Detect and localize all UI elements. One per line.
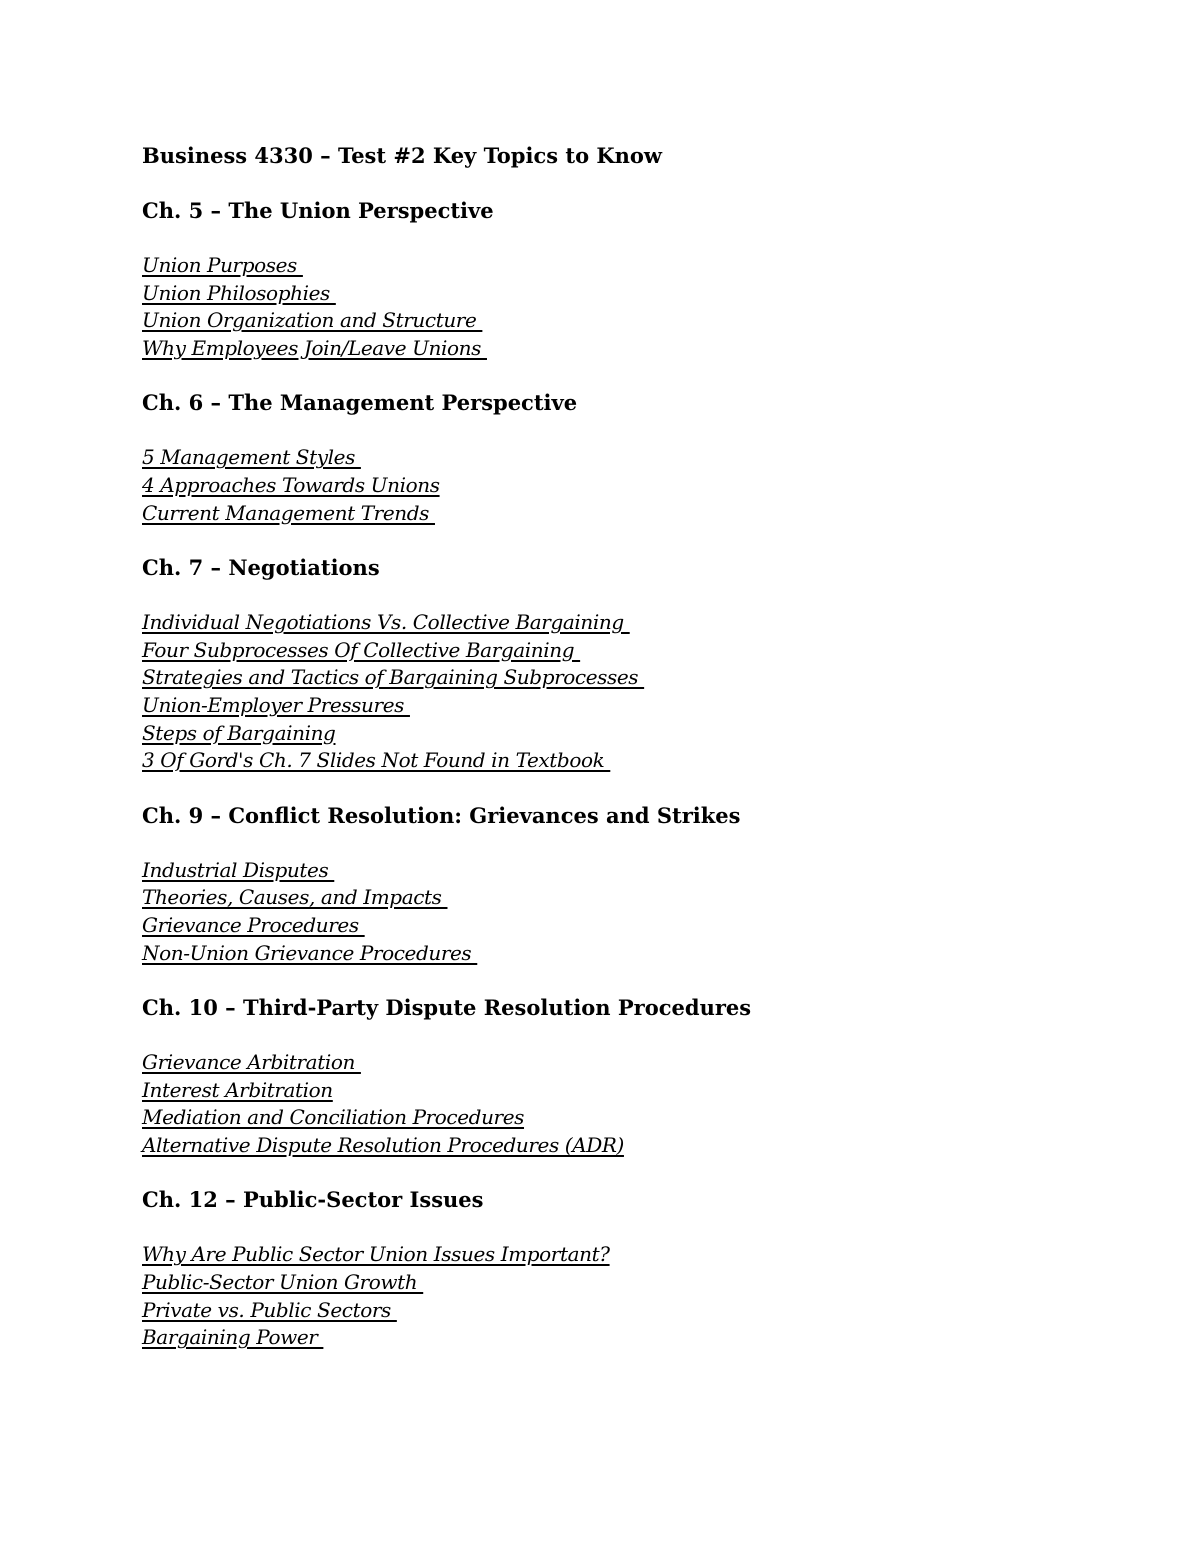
document-page: [142, 142, 1122, 1379]
topic-link[interactable]: Union Organization and Structure: [142, 308, 483, 333]
chapter-heading: Ch. 10 – Third-Party Dispute Resolution Procedures: [142, 995, 752, 1021]
topic-link[interactable]: Four Subprocesses Of Collective Bargaining: [142, 637, 581, 662]
topic-link[interactable]: Why Are Public Sector Union Issues Important?: [142, 1242, 610, 1267]
document-title: Business 4330 – Test #2 Key Topics to Know: [142, 143, 662, 168]
topic-link[interactable]: Individual Negotiations Vs. Collective Bargaining: [142, 610, 630, 635]
chapter-heading: Ch. 7 – Negotiations: [142, 555, 380, 581]
chapter-heading: Ch. 12 – Public-Sector Issues: [142, 1187, 484, 1213]
topic-list: [142, 1241, 1122, 1351]
sections-container: [142, 197, 1122, 1352]
topic-list: [142, 857, 1122, 967]
chapter-section: [142, 389, 1122, 527]
chapter-heading: Ch. 5 – The Union Perspective: [142, 198, 494, 223]
topic-link[interactable]: Non-Union Grievance Procedures: [142, 940, 478, 965]
topic-link[interactable]: Why Employees Join/Leave Unions: [142, 335, 487, 360]
topic-link[interactable]: Bargaining Power: [142, 1325, 324, 1350]
chapter-heading: Ch. 9 – Conflict Resolution: Grievances and Strikes: [142, 802, 741, 828]
topic-link[interactable]: Grievance Arbitration: [142, 1050, 361, 1075]
chapter-section: [142, 197, 1122, 362]
topic-link[interactable]: Steps of Bargaining: [142, 720, 336, 745]
topic-list: [142, 609, 1122, 775]
topic-link[interactable]: 3 Of Gord's Ch. 7 Slides Not Found in Textbook: [142, 748, 611, 773]
topic-link[interactable]: Grievance Procedures: [142, 912, 365, 937]
chapter-section: [142, 1186, 1122, 1351]
topic-list: [142, 1049, 1122, 1159]
topic-link[interactable]: Union Philosophies: [142, 280, 336, 305]
topic-link[interactable]: Union Purposes: [142, 253, 303, 277]
chapter-heading: Ch. 6 – The Management Perspective: [142, 390, 578, 416]
chapter-section: [142, 802, 1122, 967]
topic-link[interactable]: 5 Management Styles: [142, 445, 361, 470]
topic-link[interactable]: Private vs. Public Sectors: [142, 1297, 397, 1322]
chapter-section: [142, 994, 1122, 1159]
topic-link[interactable]: Union-Employer Pressures: [142, 692, 410, 717]
topic-link[interactable]: 4 Approaches Towards Unions: [142, 472, 440, 497]
topic-list: [142, 444, 1122, 527]
topic-link[interactable]: Interest Arbitration: [142, 1077, 333, 1102]
topic-list: [142, 252, 1122, 362]
topic-link[interactable]: Mediation and Conciliation Procedures: [142, 1105, 525, 1130]
topic-link[interactable]: Alternative Dispute Resolution Procedures (ADR): [142, 1132, 624, 1157]
chapter-section: [142, 554, 1122, 775]
topic-link[interactable]: Current Management Trends: [142, 500, 435, 525]
topic-link[interactable]: Theories, Causes, and Impacts: [142, 885, 448, 910]
topic-link[interactable]: Strategies and Tactics of Bargaining Subprocesses: [142, 665, 645, 690]
topic-link[interactable]: Industrial Disputes: [142, 857, 335, 882]
topic-link[interactable]: Public-Sector Union Growth: [142, 1270, 424, 1295]
